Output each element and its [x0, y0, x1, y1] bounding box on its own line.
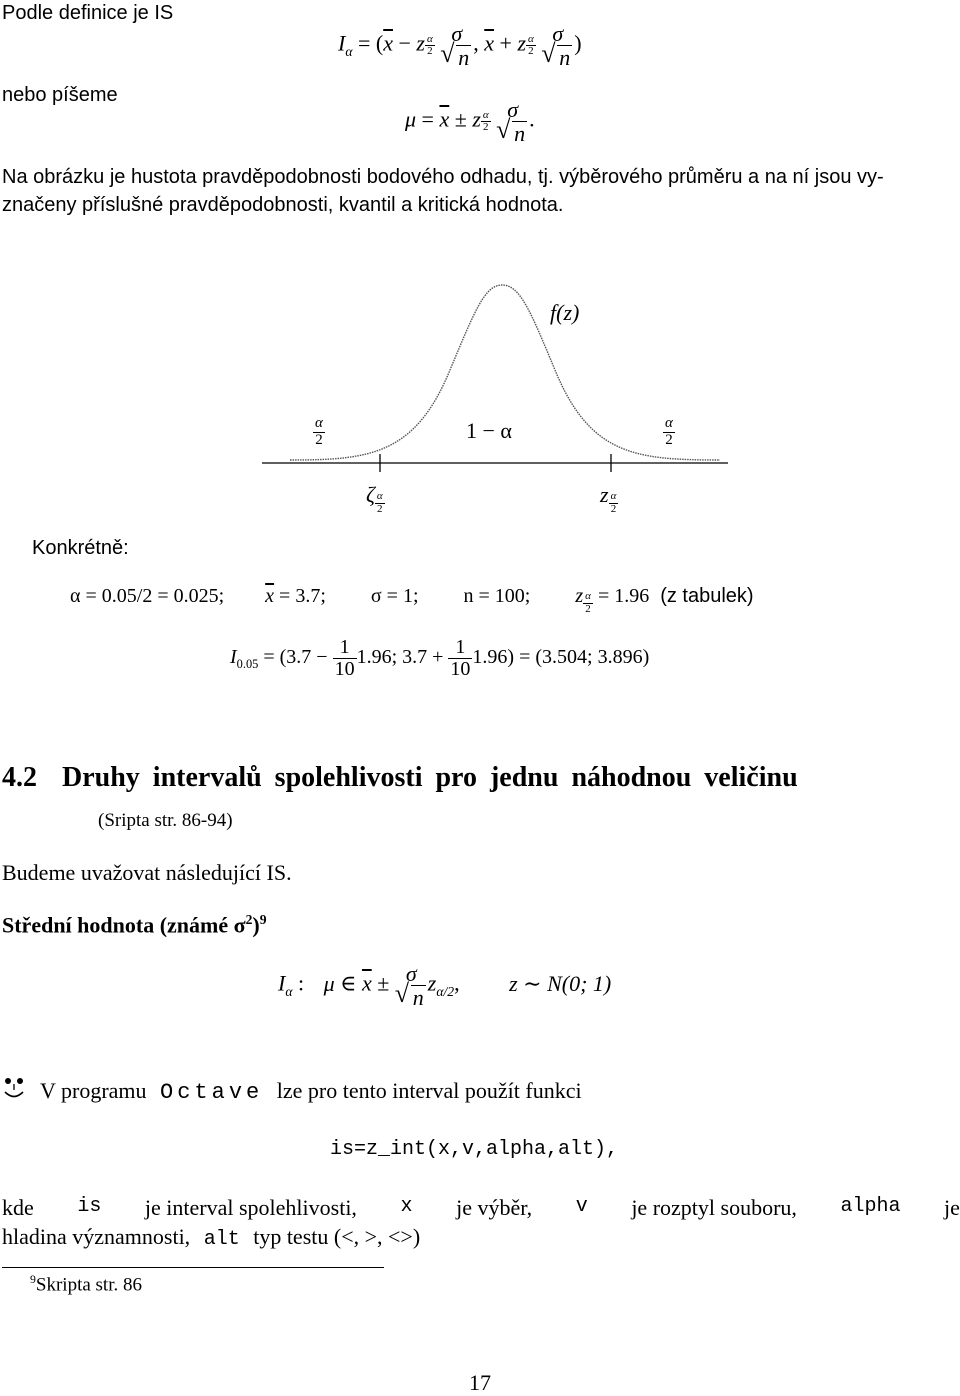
zeta-label: ζ $\frac{\alpha}{2}$	[366, 482, 383, 515]
formula-interval-definition: $I_\alpha = (\overline{x} - z$ $\frac{\alpha}{2}$ σ √ n , $\overline{x} + z$ $\frac{\alpha}{2}$ σ √ n )	[338, 22, 582, 69]
octave-code: is=z_int(x,v,alpha,alt),	[330, 1138, 619, 1161]
figure-description-line1: Na obrázku je hustota pravděpodobnosti bodového odhadu, tj. výběrového průměru a na ní jsou vy-	[2, 166, 884, 188]
section-intro: Budeme uvažovat následující IS.	[2, 860, 292, 885]
fz-label: f(z)	[550, 300, 580, 325]
footnote-ref: 9	[259, 912, 267, 927]
octave-marker-icon	[2, 1075, 32, 1101]
figure-description-line2: značeny příslušné pravděpodobnosti, kvantil a kritická hodnota.	[2, 194, 564, 216]
formula-interval-pm: $\mu = \overline{x} \pm z$ $\frac{\alpha}{2}$ σ √ n .	[405, 98, 535, 145]
explain-line2: hladina významnosti, alt typ testu (<, >, <>)	[2, 1224, 421, 1251]
footnote-rule	[2, 1267, 384, 1268]
octave-name: Octave	[160, 1080, 264, 1105]
left-tail-prob: $\frac{\alpha}{2}$	[315, 415, 323, 448]
page-number: 17	[469, 1370, 491, 1395]
explain-line1: kde is je interval spolehlivosti, x je výběr, v je rozptyl souboru, alpha je	[2, 1195, 960, 1220]
formula-known-variance: $I_\alpha$ : μ ∈ $\overline{x}$ ± σ √ n $z_{\alpha/2}$, z ∼ N(0; 1)	[278, 962, 611, 1009]
concrete-interval: $I_{0.05} = (3.7$ − $\frac{1}{10}$ 1.96; 3.7 + $\frac{1}{10}$ 1.96) = (3.504; 3.896)	[230, 636, 650, 680]
center-prob: 1 − α	[466, 418, 512, 443]
footnote: $^9$Skripta str. 86	[30, 1273, 142, 1296]
octave-sentence: V programu Octave lze pro tento interval použít funkci	[40, 1078, 582, 1105]
or-label: nebo píšeme	[2, 84, 118, 106]
concrete-params: α = 0.05/2 = 0.025; $\overline{x} = 3.7$; σ = 1; n = 100; z $\frac{\alpha}{2}$ = 1.96 (z tabulek)	[70, 585, 754, 615]
z-label: z $\frac{\alpha}{2}$	[600, 482, 617, 515]
subsection-heading: Střední hodnota (známé $\sigma^2)^9$	[2, 912, 267, 938]
right-tail-prob: $\frac{\alpha}{2}$	[665, 415, 673, 448]
section-reference: (Sripta str. 86-94)	[98, 810, 233, 831]
concrete-label: Konkrétně:	[32, 537, 129, 559]
section-title: Druhy intervalů spolehlivosti pro jednu náhodnou veličinu	[62, 762, 798, 793]
definition-label: Podle definice je IS	[2, 2, 174, 24]
section-heading	[2, 762, 798, 794]
density-figure	[250, 270, 740, 530]
section-number: 4.2	[2, 762, 37, 793]
